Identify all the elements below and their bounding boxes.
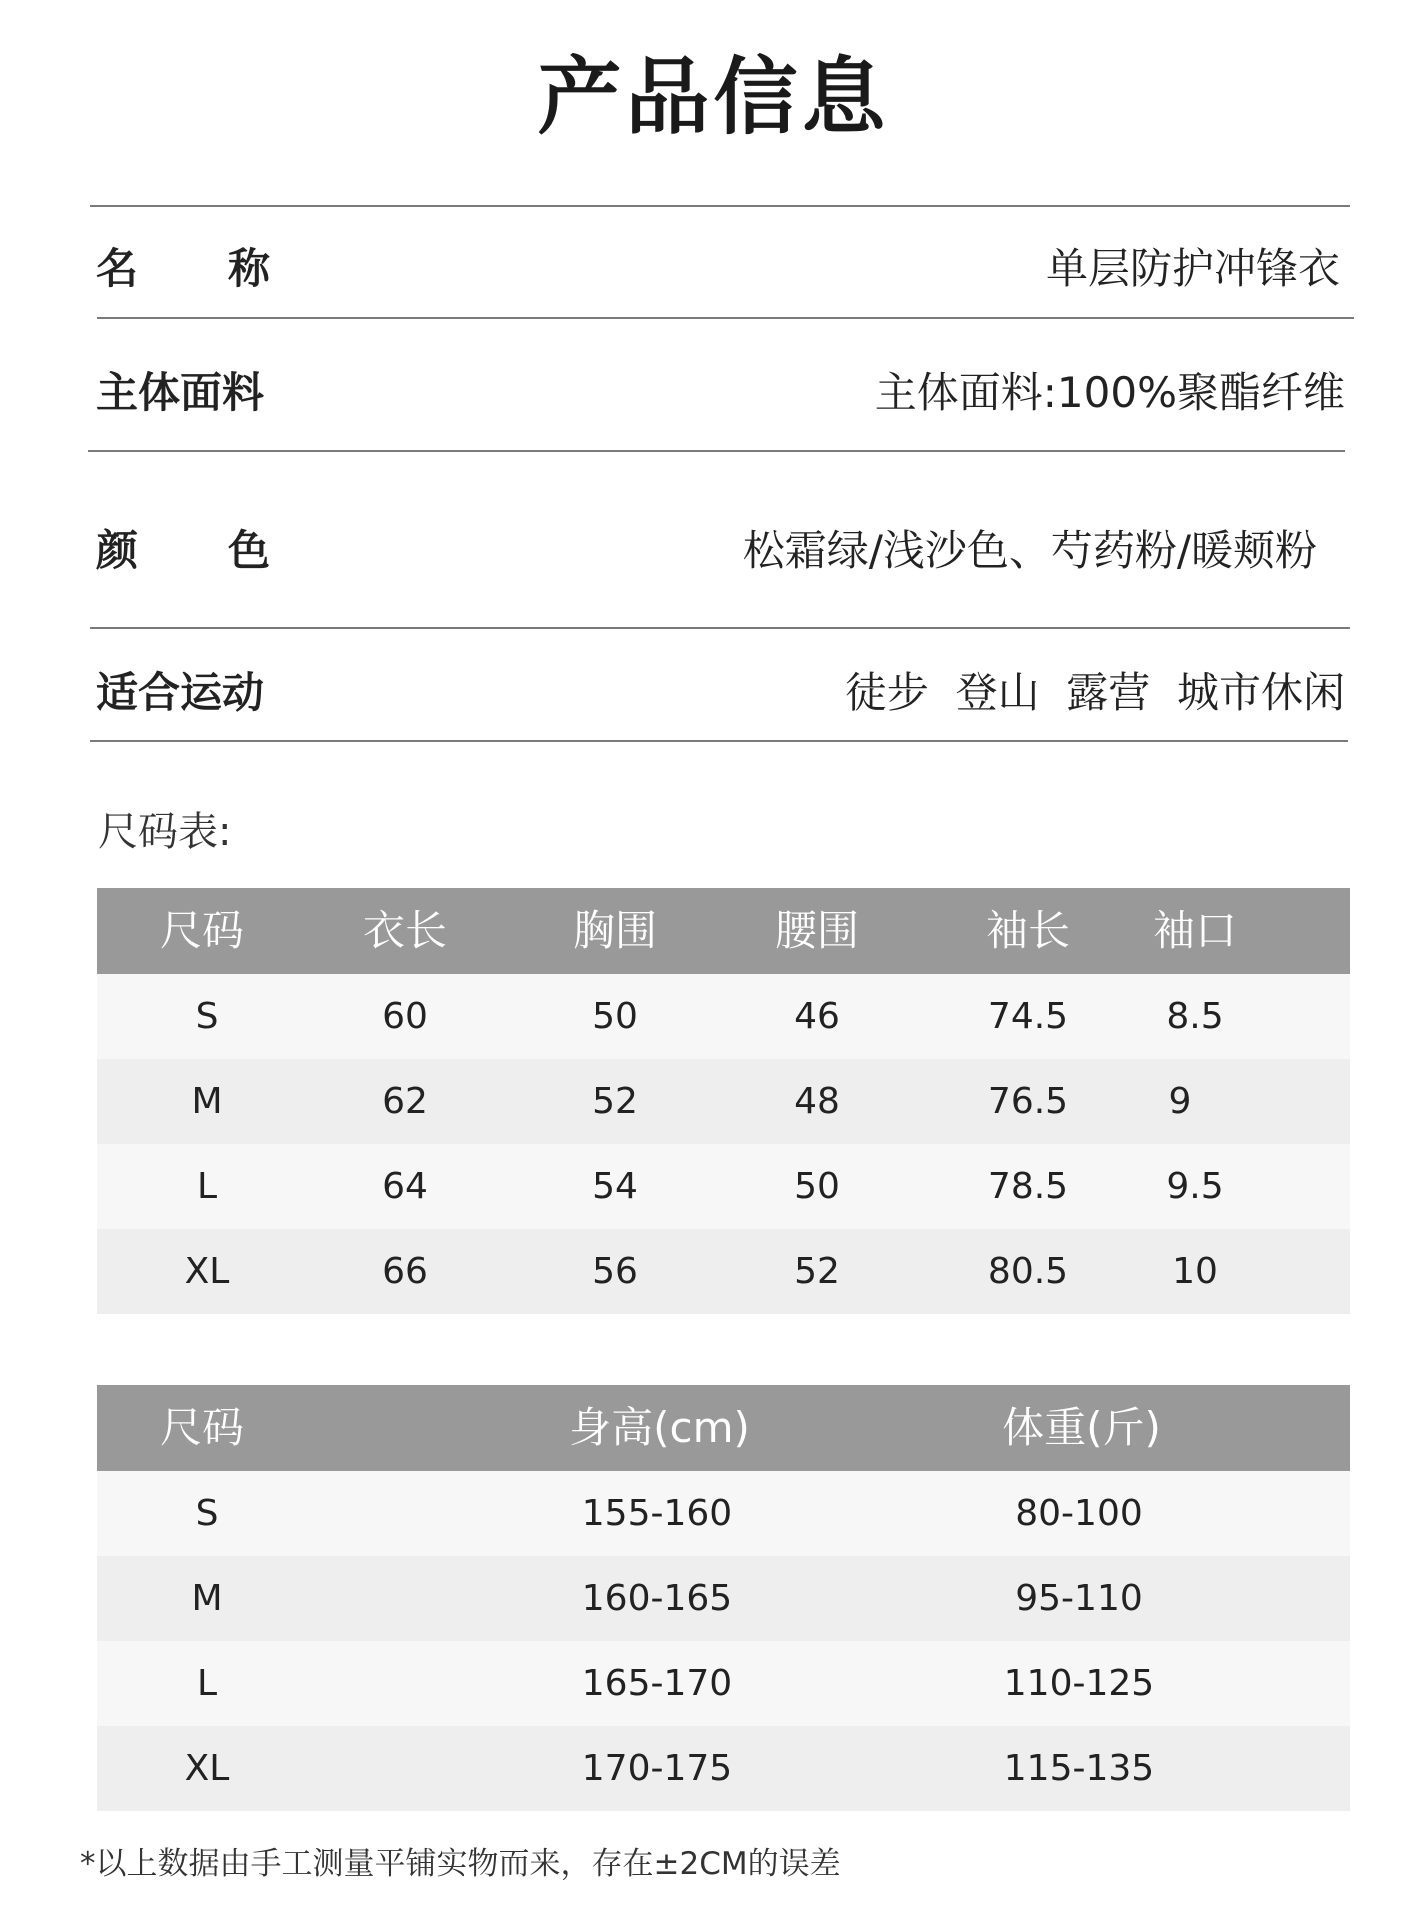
table-cell: 74.5 xyxy=(987,996,1069,1037)
table-cell: 8.5 xyxy=(1166,996,1224,1037)
divider xyxy=(90,205,1350,207)
table-cell: 56 xyxy=(592,1251,638,1292)
table-row xyxy=(97,1726,1350,1811)
header-cell: 腰围 xyxy=(774,906,859,955)
divider xyxy=(90,627,1350,629)
info-label-fabric: 主体面料 xyxy=(96,368,265,417)
table-cell: 52 xyxy=(794,1251,840,1292)
table-cell: 78.5 xyxy=(987,1166,1069,1207)
header-cell: 尺码 xyxy=(159,906,244,955)
table-cell: 95-110 xyxy=(1015,1578,1143,1619)
table-cell: 76.5 xyxy=(987,1081,1069,1122)
table-row xyxy=(97,1229,1350,1314)
measurement-note: *以上数据由手工测量平铺实物而来，存在±2CM的误差 xyxy=(80,1846,841,1882)
table-cell: 155-160 xyxy=(581,1493,733,1534)
header-cell: 体重(斤) xyxy=(1002,1403,1161,1452)
header-cell: 袖口 xyxy=(1152,906,1237,955)
table-cell: 52 xyxy=(592,1081,638,1122)
table-cell: 46 xyxy=(794,996,840,1037)
table-cell: 80-100 xyxy=(1015,1493,1143,1534)
table-cell: L xyxy=(196,1166,218,1207)
table-cell: 54 xyxy=(592,1166,638,1207)
info-value-fabric: 主体面料:100%聚酯纤维 xyxy=(874,368,1345,417)
divider xyxy=(97,317,1354,319)
table-row xyxy=(97,974,1350,1059)
fit-table-header xyxy=(97,1385,1350,1471)
table-cell: 9.5 xyxy=(1166,1166,1224,1207)
table-cell: 110-125 xyxy=(1003,1663,1155,1704)
size-chart-label: 尺码表: xyxy=(98,809,232,855)
info-label-sports: 适合运动 xyxy=(96,668,265,717)
table-row xyxy=(97,1556,1350,1641)
table-cell: 60 xyxy=(382,996,428,1037)
table-cell: 50 xyxy=(592,996,638,1037)
divider xyxy=(90,740,1348,742)
info-value-color: 松霜绿/浅沙色、芍药粉/暖颊粉 xyxy=(742,526,1317,575)
header-cell: 身高(cm) xyxy=(569,1403,750,1452)
table-cell: 160-165 xyxy=(581,1578,733,1619)
table-cell: 165-170 xyxy=(581,1663,733,1704)
header-cell: 衣长 xyxy=(362,906,447,955)
page-title: 产品信息 xyxy=(537,48,890,146)
table-row xyxy=(97,1059,1350,1144)
table-cell: 170-175 xyxy=(581,1748,733,1789)
divider xyxy=(88,450,1345,452)
info-value-sports: 徒步 登山 露营 城市休闲 xyxy=(844,668,1345,717)
header-cell: 尺码 xyxy=(159,1403,244,1452)
info-label-name: 名称 xyxy=(96,244,361,293)
table-cell: 66 xyxy=(382,1251,428,1292)
table-cell: 10 xyxy=(1172,1251,1218,1292)
table-cell: S xyxy=(195,996,219,1037)
table-row xyxy=(97,1641,1350,1726)
table-cell: 48 xyxy=(794,1081,840,1122)
table-cell: 62 xyxy=(382,1081,428,1122)
info-label-color: 颜色 xyxy=(96,526,361,575)
table-cell: 115-135 xyxy=(1003,1748,1155,1789)
table-cell: 9 xyxy=(1168,1081,1192,1122)
header-cell: 胸围 xyxy=(572,906,657,955)
table-cell: L xyxy=(196,1663,218,1704)
table-cell: S xyxy=(195,1493,219,1534)
table-cell: XL xyxy=(184,1748,230,1789)
table-cell: 64 xyxy=(382,1166,428,1207)
table-cell: M xyxy=(191,1081,223,1122)
info-value-name: 单层防护冲锋衣 xyxy=(1045,244,1340,293)
size-table-header xyxy=(97,888,1350,974)
fit-table xyxy=(97,1385,1350,1811)
header-cell: 袖长 xyxy=(985,906,1070,955)
table-cell: M xyxy=(191,1578,223,1619)
size-table xyxy=(97,888,1350,1314)
table-row xyxy=(97,1471,1350,1556)
table-cell: 50 xyxy=(794,1166,840,1207)
table-row xyxy=(97,1144,1350,1229)
table-cell: XL xyxy=(184,1251,230,1292)
table-cell: 80.5 xyxy=(987,1251,1069,1292)
